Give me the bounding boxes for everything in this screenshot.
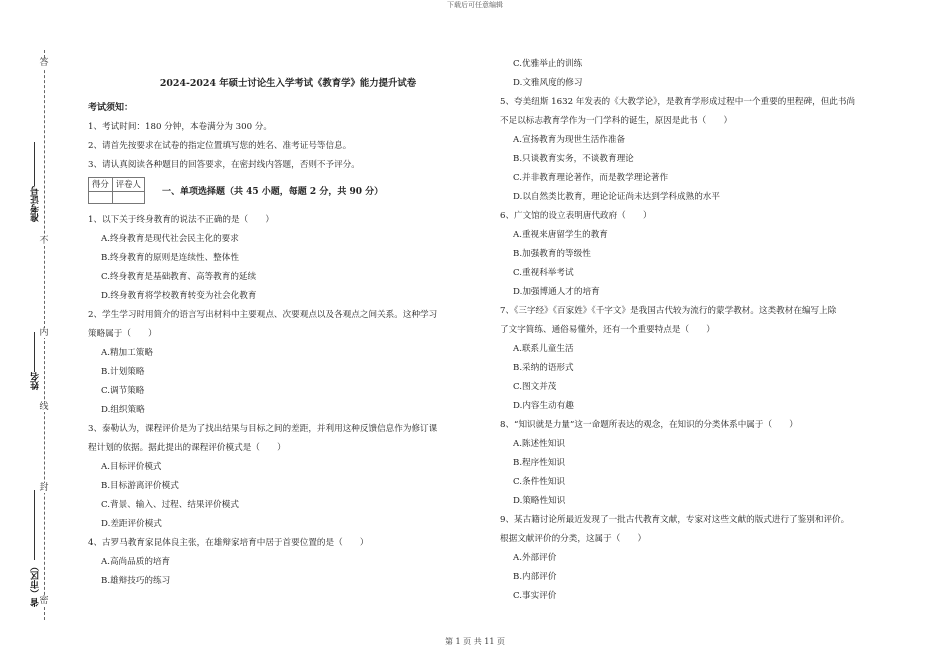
province-blank[interactable] <box>34 490 35 560</box>
left-column <box>88 74 488 591</box>
right-question-list <box>500 55 900 606</box>
answer-option[interactable]: A.联系儿童生活 <box>513 344 574 354</box>
name-blank[interactable] <box>34 332 35 372</box>
answer-option[interactable]: B.加强教育的等级性 <box>513 249 591 259</box>
answer-option[interactable]: A.重视来唐留学生的教育 <box>513 230 608 240</box>
binding-word: 不 <box>37 236 51 246</box>
answer-option[interactable]: D.差距评价模式 <box>101 519 162 529</box>
province-label: 省（市区） <box>31 562 41 607</box>
question-stem: 了文字简练、通俗易懂外，还有一个重要特点是（ ） <box>500 325 715 335</box>
answer-option[interactable]: D.终身教育将学校教育转变为社会化教育 <box>101 291 257 301</box>
question-stem: 6、广文馆的设立表明唐代政府（ ） <box>500 211 652 221</box>
notice-item: 3、请认真阅读各种题目的回答要求，在密封线内答题，否则不予评分。 <box>88 160 360 170</box>
question-stem: 程计划的依据。据此提出的课程评价模式是（ ） <box>88 443 286 453</box>
answer-option[interactable]: C.优雅举止的训练 <box>513 59 583 69</box>
answer-option[interactable]: A.目标评价模式 <box>101 462 162 472</box>
question-stem: 1、以下关于终身教育的说法不正确的是（ ） <box>88 215 274 225</box>
answer-option[interactable]: D.组织策略 <box>101 405 145 415</box>
question-stem: 不足以标志教育学作为一门学科的诞生，原因是此书（ ） <box>500 116 733 126</box>
answer-option[interactable]: D.文雅风度的修习 <box>513 78 583 88</box>
answer-option[interactable]: A.高尚品质的培育 <box>101 557 171 567</box>
answer-option[interactable]: A.宣扬教育为现世生活作准备 <box>513 135 626 145</box>
answer-option[interactable]: C.背景、输入、过程、结果评价模式 <box>101 500 239 510</box>
binding-word: 封 <box>37 483 51 493</box>
notice-item: 2、请首先按要求在试卷的指定位置填写您的姓名、准考证号等信息。 <box>88 141 352 151</box>
grader-header: 评卷人 <box>112 178 144 192</box>
answer-option[interactable]: B.程序性知识 <box>513 458 566 468</box>
answer-option[interactable]: D.内容生动有趣 <box>513 401 574 411</box>
answer-option[interactable]: C.终身教育是基础教育、高等教育的延续 <box>101 272 257 282</box>
answer-option[interactable]: C.图文并茂 <box>513 382 557 392</box>
answer-option[interactable]: A.终身教育是现代社会民主化的要求 <box>101 234 239 244</box>
exam-id-label: 准考证号 <box>31 186 41 222</box>
right-column <box>500 55 900 606</box>
answer-option[interactable]: D.以自然类比教育，理论论证尚未达到学科成熟的水平 <box>513 192 720 202</box>
answer-option[interactable]: C.重视科举考试 <box>513 268 574 278</box>
question-stem: 策略属于（ ） <box>88 329 157 339</box>
binding-word: 线 <box>37 402 51 412</box>
page-number: 第 1 页 共 11 页 <box>445 637 505 646</box>
binding-strip <box>30 50 60 620</box>
question-stem: 9、某古籍讨论所最近发现了一批古代教育文献，专家对这些文献的版式进行了鉴别和评价。 <box>500 515 850 525</box>
answer-option[interactable]: A.精加工策略 <box>101 348 153 358</box>
answer-option[interactable]: A.陈述性知识 <box>513 439 565 449</box>
question-stem: 3、泰勒认为，课程评价是为了找出结果与目标之间的差距，并利用这种反馈信息作为修订课 <box>88 424 438 434</box>
score-cell[interactable] <box>89 192 113 204</box>
answer-option[interactable]: D.策略性知识 <box>513 496 566 506</box>
question-stem: 2、学生学习时用简介的语言写出材料中主要观点、次要观点以及各观点之间关系。这种学习 <box>88 310 438 320</box>
notice-item: 1、考试时间：180 分钟，本卷满分为 300 分。 <box>88 122 272 132</box>
answer-option[interactable]: D.加强博通人才的培育 <box>513 287 600 297</box>
answer-option[interactable]: B.雄辩技巧的练习 <box>101 576 171 586</box>
exam-id-blank[interactable] <box>34 142 35 186</box>
question-stem: 7、《三字经》《百家姓》《千字文》是我国古代较为流行的蒙学教材。这类教材在编写上除 <box>500 306 837 316</box>
answer-option[interactable]: C.调节策略 <box>101 386 145 396</box>
score-table <box>88 177 145 204</box>
question-stem: 8、“知识就是力量”这一命题所表达的观念，在知识的分类体系中属于（ ） <box>500 420 798 430</box>
top-note: 下载后可任意编辑 <box>447 1 503 9</box>
binding-word: 答 <box>37 58 51 68</box>
answer-option[interactable]: B.目标游离评价模式 <box>101 481 179 491</box>
question-stem: 根据文献评价的分类，这属于（ ） <box>500 534 647 544</box>
name-label: 姓名 <box>31 372 41 390</box>
answer-option[interactable]: B.内部评价 <box>513 572 557 582</box>
answer-option[interactable]: B.采纳的语形式 <box>513 363 574 373</box>
section-title: 一、单项选择题（共 45 小题，每题 2 分，共 90 分） <box>162 187 384 197</box>
answer-option[interactable]: C.条件性知识 <box>513 477 565 487</box>
question-stem: 4、古罗马教育家昆体良主张，在雄辩家培育中居于首要位置的是（ ） <box>88 538 369 548</box>
answer-option[interactable]: B.只谈教育实务，不谈教育理论 <box>513 154 634 164</box>
answer-option[interactable]: B.计划策略 <box>101 367 145 377</box>
notice-heading: 考试须知： <box>88 103 134 113</box>
score-area <box>88 177 488 203</box>
answer-option[interactable]: C.并非教育理论著作，而是教学理论著作 <box>513 173 669 183</box>
answer-option[interactable]: C.事实评价 <box>513 591 557 601</box>
answer-option[interactable]: B.终身教育的原则是连续性、整体性 <box>101 253 239 263</box>
binding-word: 密 <box>37 596 51 606</box>
score-header: 得分 <box>89 178 113 192</box>
grader-cell[interactable] <box>112 192 144 204</box>
answer-option[interactable]: A.外部评价 <box>513 553 557 563</box>
binding-word: 内 <box>37 328 51 338</box>
question-stem: 5、夸美纽斯 1632 年发表的《大教学论》，是教育学形成过程中一个重要的里程碑，但此书尚 <box>500 97 856 107</box>
paper-title: 2024-2024 年硕士讨论生入学考试《教育学》能力提升试卷 <box>159 78 417 89</box>
left-question-list <box>88 211 488 591</box>
